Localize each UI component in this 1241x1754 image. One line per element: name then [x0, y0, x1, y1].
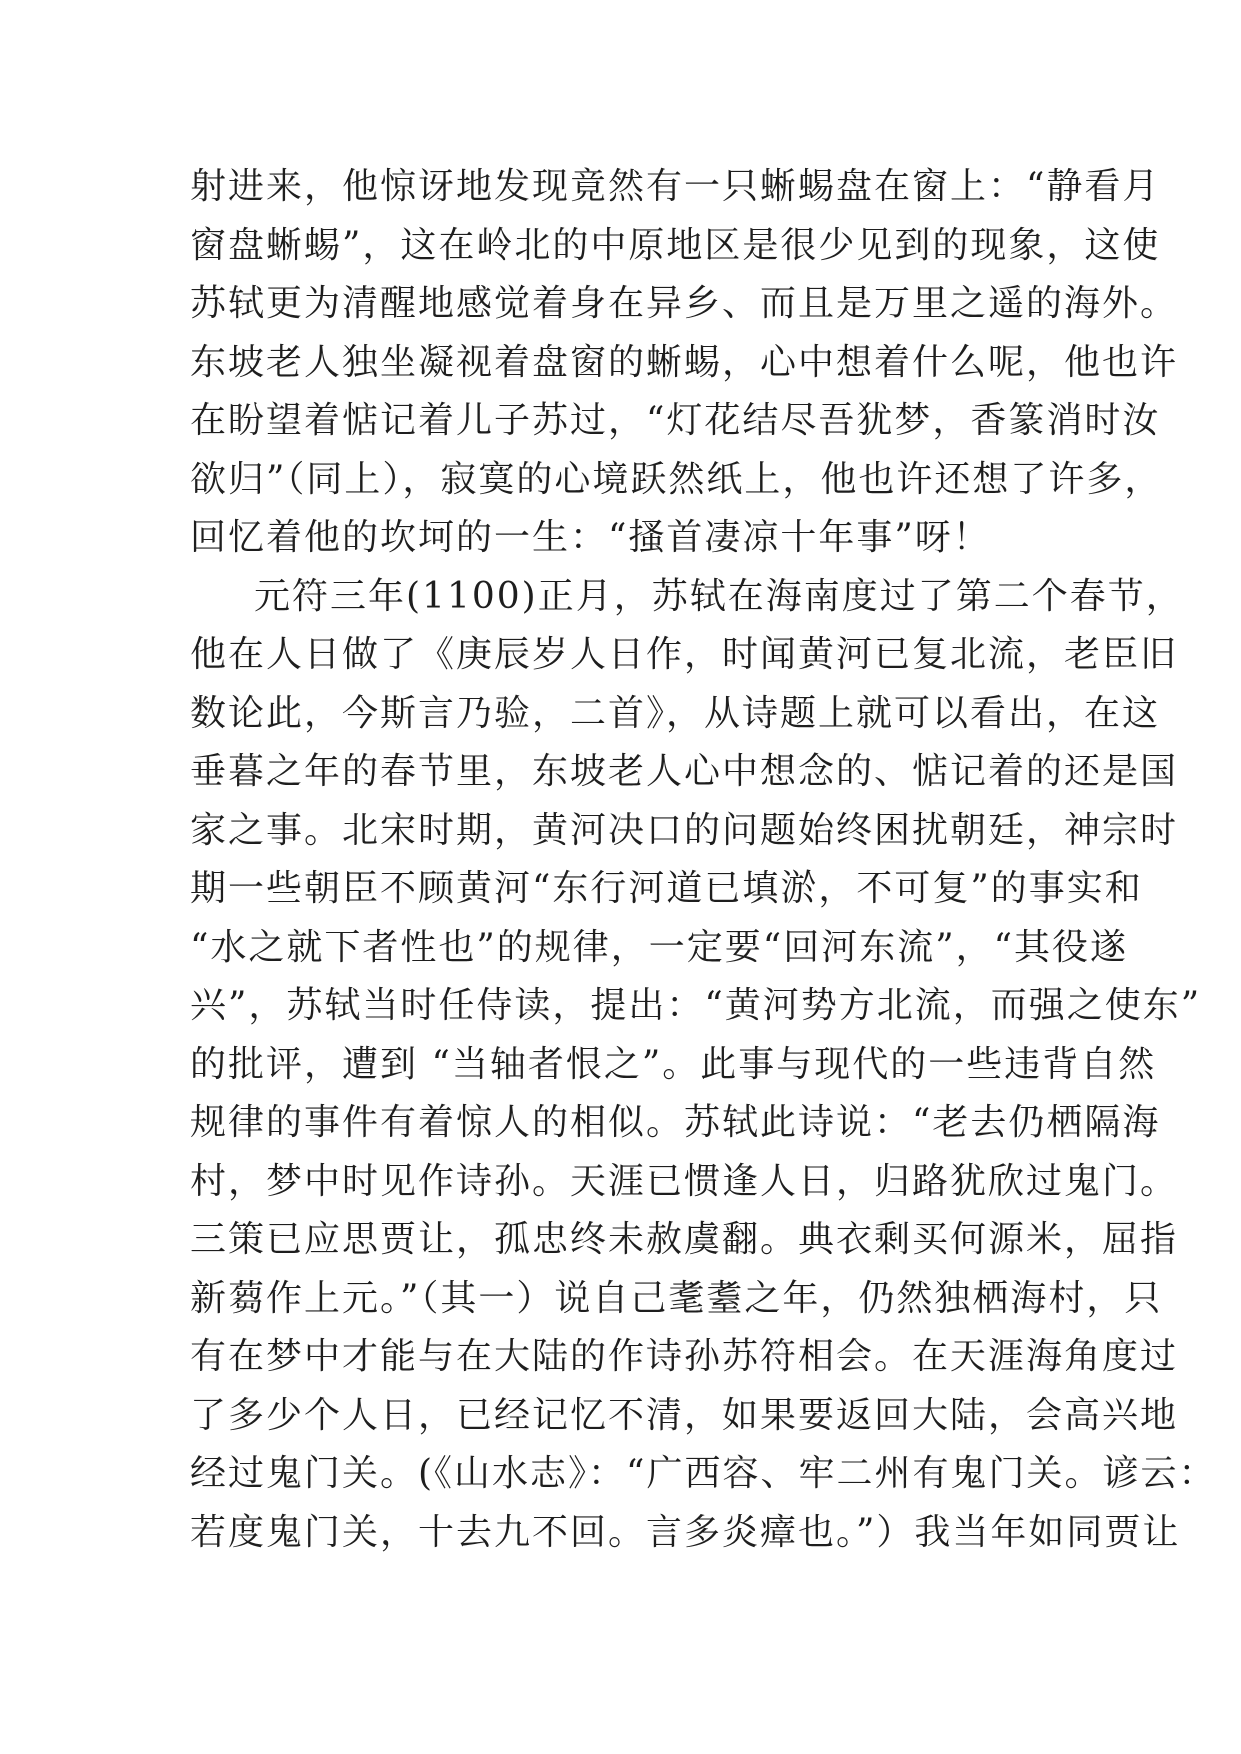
- text-line: 苏轼更为清醒地感觉着身在异乡、而且是万里之遥的海外。: [190, 283, 1179, 324]
- text-line: 兴”，苏轼当时任侍读，提出：“黄河势方北流，而强之使东”: [190, 985, 1202, 1026]
- paragraph-start-line: 元符三年(1100)正月，苏轼在海南度过了第二个春节，: [254, 575, 1184, 617]
- text-line: 窗盘蜥蜴”，这在岭北的中原地区是很少见到的现象，这使: [190, 224, 1161, 266]
- text-line: 数论此，今斯言乃验，二首》，从诗题上就可以看出，在这: [190, 692, 1161, 734]
- text-line: 新蒭作上元。”（其一）说自己耄耋之年，仍然独栖海村，只: [190, 1277, 1163, 1319]
- text-line: 垂暮之年的春节里，东坡老人心中想念的、惦记着的还是国: [190, 751, 1179, 792]
- text-line: 三策已应思贾让，孤忠终未赦虞翻。典衣剩买何源米，屈指: [190, 1219, 1179, 1260]
- body-text: [190, 158, 1217, 1562]
- text-line: 村，梦中时见作诗孙。天涯已惯逢人日，归路犹欣过鬼门。: [190, 1160, 1179, 1202]
- text-line: 回忆着他的坎坷的一生：“搔首凄凉十年事”呀！: [190, 517, 991, 558]
- text-line: 若度鬼门关，十去九不回。言多炎瘴也。”）我当年如同贾让: [190, 1511, 1181, 1553]
- text-line: “水之就下者性也”的规律，一定要“回河东流”，“其役遂: [190, 926, 1129, 968]
- text-line: 射进来，他惊讶地发现竟然有一只蜥蜴盘在窗上：“静看月: [190, 166, 1161, 207]
- text-line: 在盼望着惦记着儿子苏过，“灯花结尽吾犹梦，香篆消时汝: [190, 400, 1161, 441]
- text-line: 有在梦中才能与在大陆的作诗孙苏符相会。在天涯海角度过: [190, 1336, 1179, 1377]
- text-line: 了多少个人日，已经记忆不清，如果要返回大陆，会高兴地: [190, 1394, 1179, 1436]
- text-line: 规律的事件有着惊人的相似。苏轼此诗说：“老去仍栖隔海: [190, 1102, 1161, 1143]
- text-line: 他在人日做了《庚辰岁人日作，时闻黄河已复北流，老臣旧: [190, 634, 1179, 675]
- text-line: 欲归”（同上），寂寞的心境跃然纸上，他也许还想了许多，: [190, 458, 1163, 500]
- text-line: 东坡老人独坐凝视着盘窗的蜥蜴，心中想着什么呢，他也许: [190, 341, 1179, 383]
- text-line: 家之事。北宋时期，黄河决口的问题始终困扰朝廷，神宗时: [190, 809, 1179, 851]
- text-line: 经过鬼门关。(《山水志》：“广西容、牢二州有鬼门关。谚云：: [190, 1453, 1217, 1494]
- text-line: 期一些朝臣不顾黄河“东行河道已填淤，不可复”的事实和: [190, 868, 1143, 909]
- text-line: 的批评，遭到 “当轴者恨之”。此事与现代的一些违背自然: [190, 1043, 1157, 1085]
